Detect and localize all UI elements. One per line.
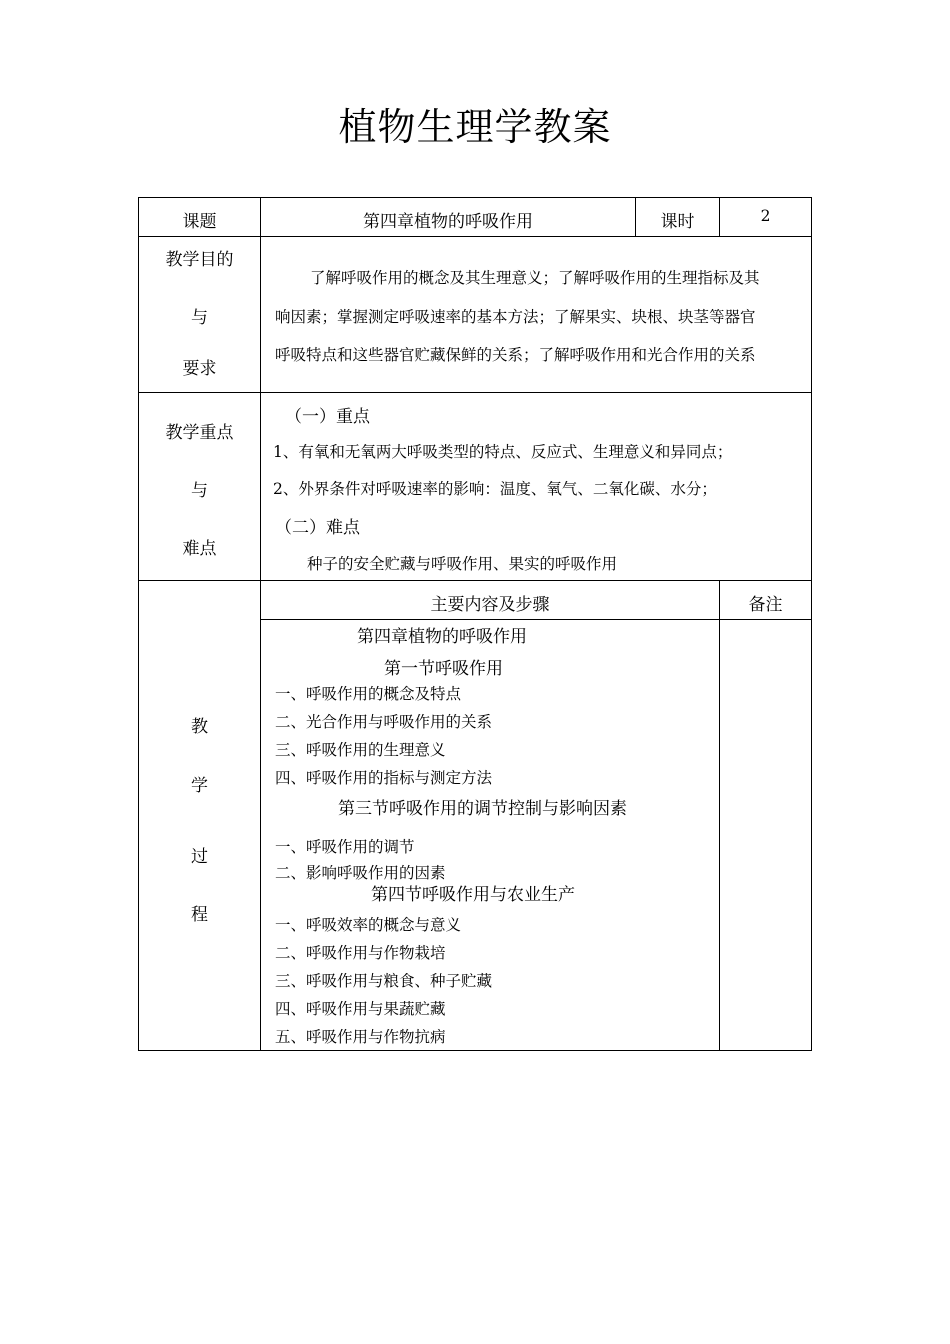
column-divider — [719, 580, 720, 1051]
list-item: 三、呼吸作用的生理意义 — [275, 741, 446, 759]
list-item: 五、呼吸作用与作物抗病 — [275, 1028, 446, 1046]
section-title: 第一节呼吸作用 — [384, 659, 503, 679]
chapter-title: 第四章植物的呼吸作用 — [357, 627, 527, 647]
notes-header: 备注 — [748, 595, 783, 615]
key-item: 2、外界条件对呼吸速率的影响：温度、氧气、二氧化碳、水分； — [273, 480, 717, 498]
keypoints-label-line3: 难点 — [182, 539, 217, 559]
objectives-text-line: 了解呼吸作用的概念及其生理意义；了解呼吸作用的生理指标及其 — [310, 269, 760, 287]
list-item: 一、呼吸效率的概念与意义 — [275, 916, 462, 934]
list-item: 三、呼吸作用与粮食、种子贮藏 — [275, 972, 493, 990]
table-border-right — [811, 197, 812, 1051]
row-divider — [138, 580, 812, 581]
topic-label: 课题 — [182, 212, 217, 232]
section-title: 第四节呼吸作用与农业生产 — [371, 885, 575, 905]
list-item: 四、呼吸作用的指标与测定方法 — [275, 769, 493, 787]
document-title: 植物生理学教案 — [338, 105, 612, 149]
section-title: 第三节呼吸作用的调节控制与影响因素 — [338, 799, 627, 819]
list-item: 二、影响呼吸作用的因素 — [275, 864, 446, 882]
difficult-heading: （二）难点 — [275, 518, 360, 538]
hours-label: 课时 — [660, 212, 695, 232]
topic-value: 第四章植物的呼吸作用 — [363, 212, 533, 232]
process-label-char: 过 — [191, 847, 208, 867]
list-item: 一、呼吸作用的调节 — [275, 838, 415, 856]
process-label-char: 学 — [191, 776, 208, 796]
list-item: 四、呼吸作用与果蔬贮藏 — [275, 1000, 446, 1018]
column-divider — [260, 197, 261, 1051]
objectives-label-line1: 教学目的 — [165, 250, 234, 270]
objectives-text-line: 响因素；掌握测定呼吸速率的基本方法；了解果实、块根、块茎等器官 — [275, 308, 756, 326]
row-divider — [138, 236, 812, 237]
key-heading: （一）重点 — [285, 407, 370, 427]
key-item: 1、有氧和无氧两大呼吸类型的特点、反应式、生理意义和异同点； — [273, 443, 733, 461]
row-divider — [138, 392, 812, 393]
row-divider — [260, 619, 812, 620]
table-border-top — [138, 197, 812, 198]
difficult-item: 种子的安全贮藏与呼吸作用、果实的呼吸作用 — [307, 555, 618, 573]
table-border-bottom — [138, 1050, 812, 1051]
hours-value: 2 — [760, 207, 771, 225]
process-label-char: 程 — [191, 905, 208, 925]
objectives-text-line: 呼吸特点和这些器官贮藏保鲜的关系；了解呼吸作用和光合作用的关系 — [275, 346, 756, 364]
objectives-label-line3: 要求 — [182, 359, 217, 379]
keypoints-label-line1: 教学重点 — [165, 423, 234, 443]
list-item: 一、呼吸作用的概念及特点 — [275, 685, 462, 703]
list-item: 二、呼吸作用与作物栽培 — [275, 944, 446, 962]
objectives-label-line2: 与 — [191, 308, 208, 328]
process-label-char: 教 — [191, 717, 208, 737]
content-header: 主要内容及步骤 — [430, 595, 550, 615]
list-item: 二、光合作用与呼吸作用的关系 — [275, 713, 493, 731]
keypoints-label-line2: 与 — [191, 481, 208, 501]
